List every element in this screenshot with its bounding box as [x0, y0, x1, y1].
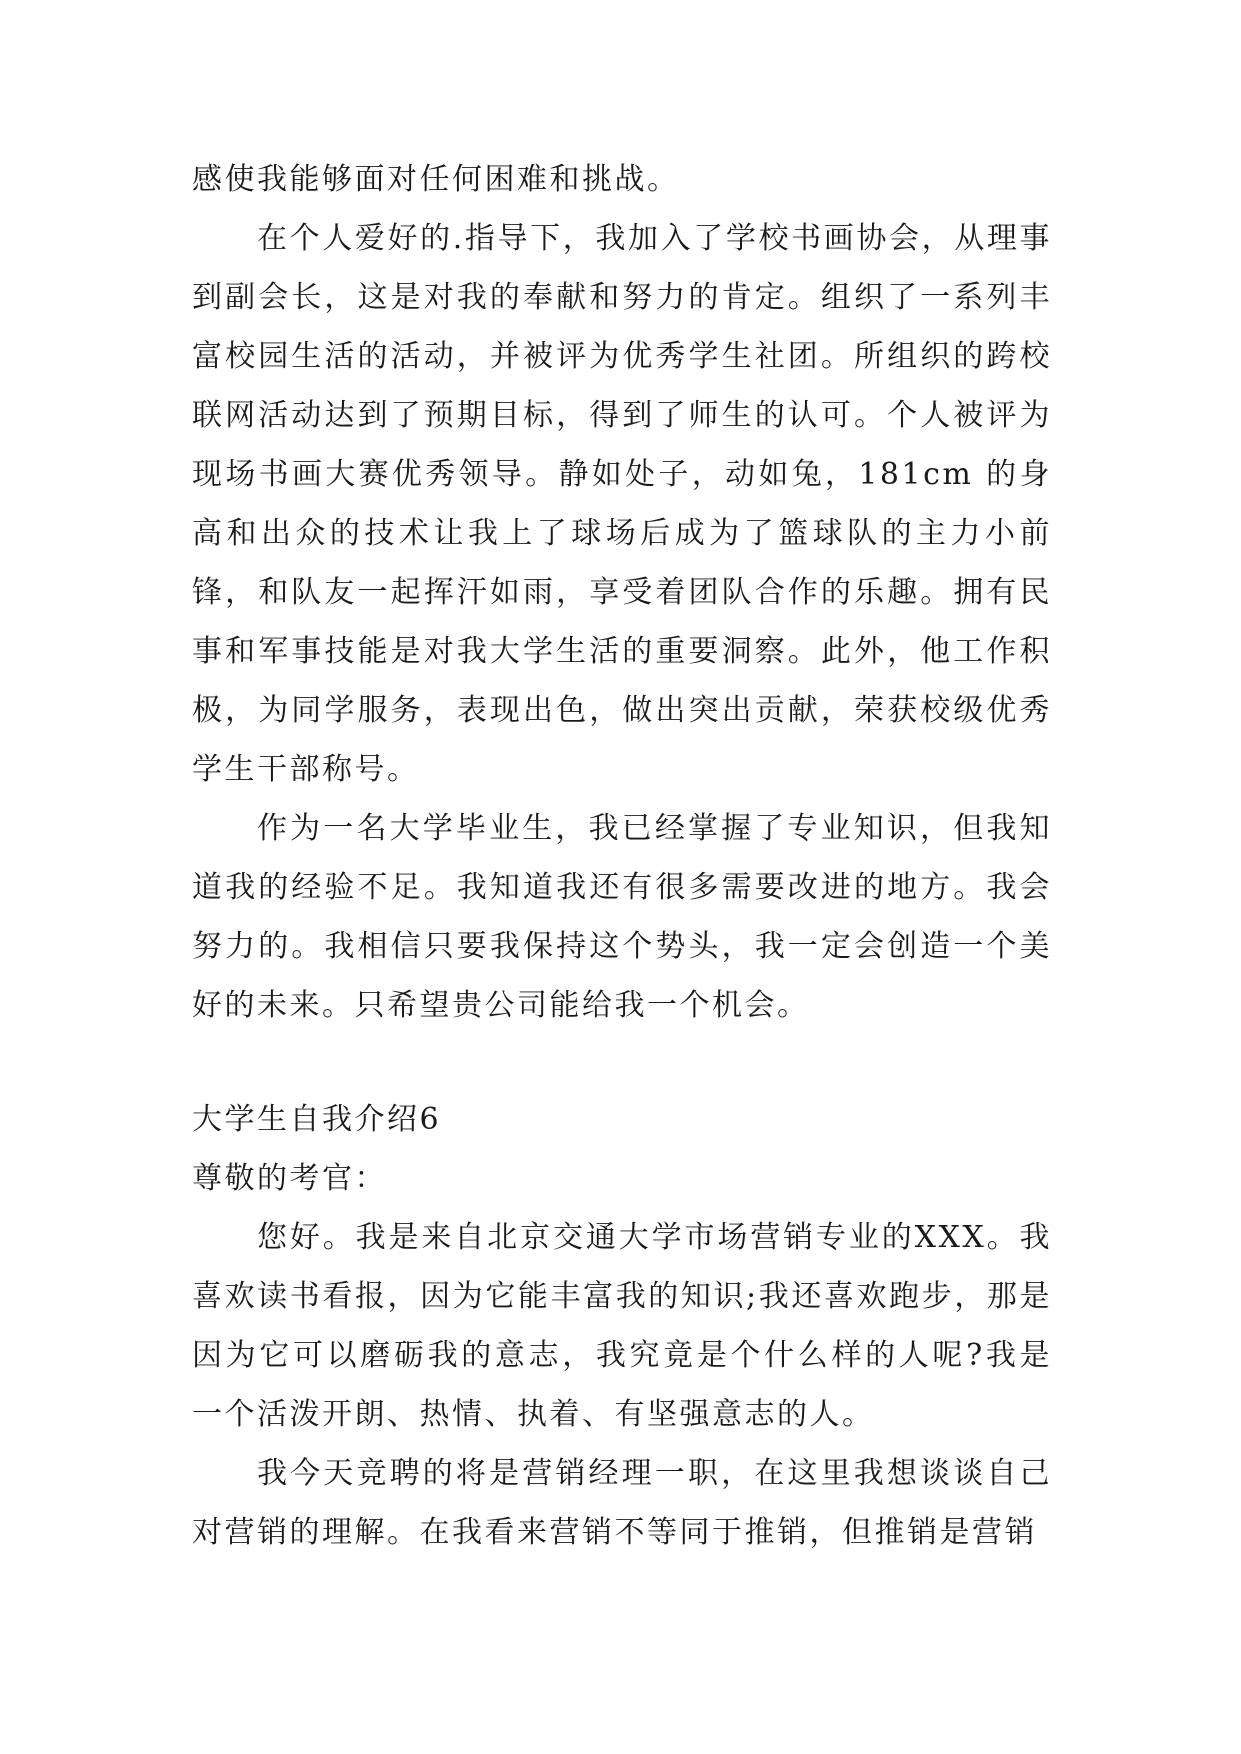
paragraph-marketing: 我今天竞聘的将是营销经理一职，在这里我想谈谈自己对营销的理解。在我看来营销不等同于推销，但推销是营销	[192, 1456, 1052, 1550]
document-body	[192, 150, 1052, 1562]
paragraph-graduate: 作为一名大学毕业生，我已经掌握了专业知识，但我知道我的经验不足。我知道我还有很多需要改进的地方。我会努力的。我相信只要我保持这个势头，我一定会创造一个美好的未来。只希望贵公司能给我一个机会。	[192, 811, 1052, 1023]
paragraph-introduction: 您好。我是来自北京交通大学市场营销专业的XXX。我喜欢读书看报，因为它能丰富我的知识;我还喜欢跑步，那是因为它可以磨砺我的意志，我究竟是个什么样的人呢?我是一个活泼开朗、热情、执着、有坚强意志的人。	[192, 1220, 1052, 1432]
salutation: 尊敬的考官：	[192, 1161, 387, 1196]
paragraph-continuation: 感使我能够面对任何困难和挑战。	[192, 162, 680, 197]
section-title: 大学生自我介绍6	[192, 1102, 442, 1137]
section-gap	[192, 1035, 1052, 1090]
paragraph-hobbies: 在个人爱好的.指导下，我加入了学校书画协会，从理事到副会长，这是对我的奉献和努力的肯定。组织了一系列丰富校园生活的活动，并被评为优秀学生社团。所组织的跨校联网活动达到了预期目标，得到了师生的认可。个人被评为现场书画大赛优秀领导。静如处子，动如兔，181cm 的身高和出众的技术让我上了球场后成为了篮球队的主力小前锋，和队友一起挥汗如雨，享受着团队合作的乐趣。拥有民事和军事技能是对我大学生活的重要洞察。此外，他工作积极，为同学服务，表现出色，做出突出贡献，荣获校级优秀学生干部称号。	[192, 221, 1052, 787]
